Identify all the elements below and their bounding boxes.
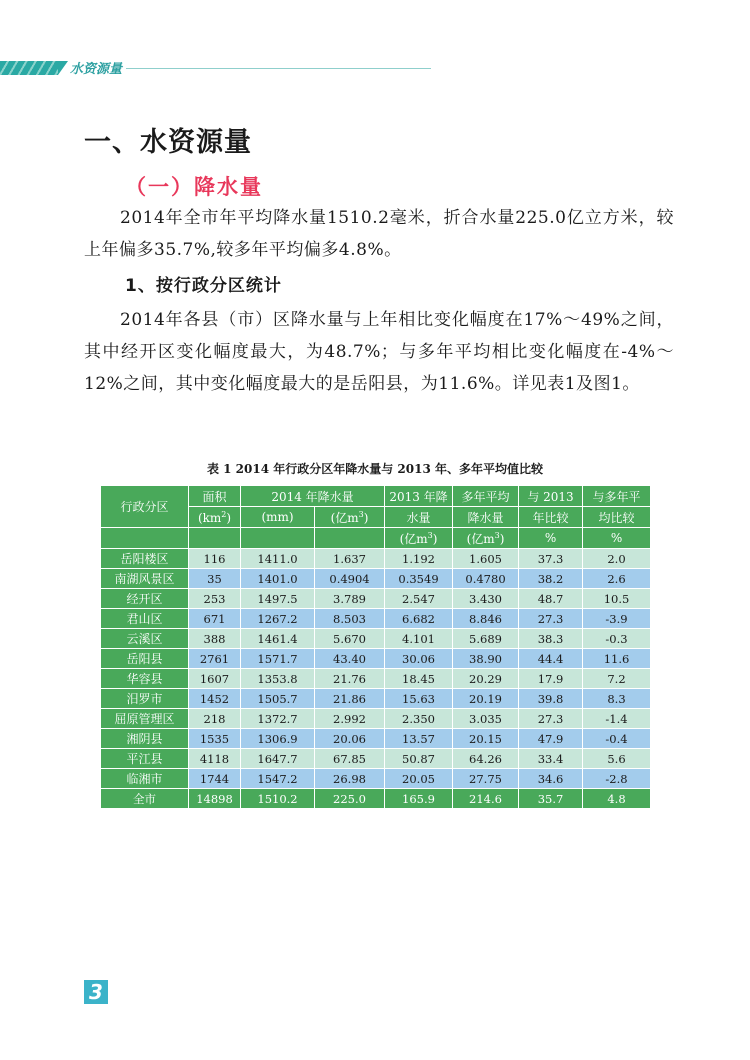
cell-vol: 5.670 <box>315 629 385 649</box>
table-row <box>101 649 651 669</box>
cell-avg: 3.430 <box>453 589 519 609</box>
cell-name: 临湘市 <box>101 769 189 789</box>
cell-avg: 8.846 <box>453 609 519 629</box>
cell-name: 华容县 <box>101 669 189 689</box>
table-row <box>101 629 651 649</box>
header-2013-line2: 水量 <box>385 507 453 528</box>
header-avg-line1: 多年平均 <box>453 486 519 507</box>
table-row <box>101 549 651 569</box>
cell-area: 1744 <box>189 769 241 789</box>
cell-mm: 1411.0 <box>241 549 315 569</box>
cell-mm: 1461.4 <box>241 629 315 649</box>
table-row <box>101 589 651 609</box>
table-row <box>101 769 651 789</box>
cell-area: 253 <box>189 589 241 609</box>
cell-name: 南湖风景区 <box>101 569 189 589</box>
cell-area: 4118 <box>189 749 241 769</box>
cell-c2013: 38.3 <box>519 629 583 649</box>
cell-name: 屈原管理区 <box>101 709 189 729</box>
cell-mm: 1571.7 <box>241 649 315 669</box>
cell-mm: 1401.0 <box>241 569 315 589</box>
table-row <box>101 569 651 589</box>
cell-vol: 2.992 <box>315 709 385 729</box>
cell-area: 1452 <box>189 689 241 709</box>
cell-vol: 21.76 <box>315 669 385 689</box>
cell-avg: 1.605 <box>453 549 519 569</box>
header-precip-2014: 2014 年降水量 <box>241 486 385 507</box>
header-cmpavg-line2: 均比较 <box>583 507 651 528</box>
table-row <box>101 749 651 769</box>
table-row <box>101 609 651 629</box>
cell-area: 1607 <box>189 669 241 689</box>
cell-area: 218 <box>189 709 241 729</box>
table-caption: 表 1 2014 年行政分区年降水量与 2013 年、多年平均值比较 <box>206 462 544 476</box>
total-mm: 1510.2 <box>241 789 315 809</box>
unit-area: $(km^2)$ <box>189 507 241 528</box>
cell-vol2013: 50.87 <box>385 749 453 769</box>
unit-mm: (mm) <box>241 507 315 528</box>
header-2013-line1: 2013 年降 <box>385 486 453 507</box>
table-row <box>101 709 651 729</box>
cell-vol2013: 0.3549 <box>385 569 453 589</box>
cell-c2013: 48.7 <box>519 589 583 609</box>
header-cmp2013-line2: 年比较 <box>519 507 583 528</box>
cell-vol2013: 30.06 <box>385 649 453 669</box>
cell-name: 湘阴县 <box>101 729 189 749</box>
cell-avg: 27.75 <box>453 769 519 789</box>
unit-pct-2013: % <box>519 528 583 549</box>
cell-cavg: 2.6 <box>583 569 651 589</box>
cell-vol: 43.40 <box>315 649 385 669</box>
cell-vol2013: 1.192 <box>385 549 453 569</box>
cell-vol: 3.789 <box>315 589 385 609</box>
cell-cavg: -0.4 <box>583 729 651 749</box>
cell-name: 经开区 <box>101 589 189 609</box>
cell-cavg: 10.5 <box>583 589 651 609</box>
cell-name: 平江县 <box>101 749 189 769</box>
paragraph-region <box>84 304 674 400</box>
cell-vol2013: 2.350 <box>385 709 453 729</box>
cell-cavg: 11.6 <box>583 649 651 669</box>
cell-name: 云溪区 <box>101 629 189 649</box>
unit-vol-avg: (亿$m^3$) <box>453 528 519 549</box>
cell-c2013: 17.9 <box>519 669 583 689</box>
header-area: 面积 <box>189 486 241 507</box>
running-header <box>0 56 750 80</box>
table-row <box>101 689 651 709</box>
cell-mm: 1306.9 <box>241 729 315 749</box>
cell-vol: 20.06 <box>315 729 385 749</box>
page-number: 3 <box>84 980 108 1004</box>
subsection-title: 1、按行政分区统计 <box>125 276 282 296</box>
cell-vol: 67.85 <box>315 749 385 769</box>
table-total-row <box>101 789 651 809</box>
cell-avg: 5.689 <box>453 629 519 649</box>
table-body <box>101 549 651 809</box>
cell-cavg: 2.0 <box>583 549 651 569</box>
unit-spacer-2 <box>241 528 315 549</box>
header-region: 行政分区 <box>101 486 189 528</box>
cell-c2013: 34.6 <box>519 769 583 789</box>
cell-avg: 0.4780 <box>453 569 519 589</box>
cell-name: 岳阳县 <box>101 649 189 669</box>
section-title: （一）降水量 <box>125 175 263 199</box>
cell-avg: 20.19 <box>453 689 519 709</box>
cell-cavg: 8.3 <box>583 689 651 709</box>
cell-vol2013: 2.547 <box>385 589 453 609</box>
chapter-title: 一、水资源量 <box>84 127 252 158</box>
cell-mm: 1353.8 <box>241 669 315 689</box>
paragraph-summary <box>84 202 674 266</box>
unit-area-2 <box>189 528 241 549</box>
cell-mm: 1547.2 <box>241 769 315 789</box>
cell-mm: 1497.5 <box>241 589 315 609</box>
cell-c2013: 39.8 <box>519 689 583 709</box>
cell-area: 2761 <box>189 649 241 669</box>
cell-vol: 0.4904 <box>315 569 385 589</box>
cell-vol2013: 13.57 <box>385 729 453 749</box>
cell-cavg: -0.3 <box>583 629 651 649</box>
precipitation-table <box>100 485 651 809</box>
cell-c2013: 37.3 <box>519 549 583 569</box>
total-c2013: 35.7 <box>519 789 583 809</box>
header-section-title: 水资源量 <box>70 62 123 77</box>
cell-cavg: -3.9 <box>583 609 651 629</box>
cell-area: 116 <box>189 549 241 569</box>
cell-name: 岳阳楼区 <box>101 549 189 569</box>
cell-vol2013: 15.63 <box>385 689 453 709</box>
total-vol: 225.0 <box>315 789 385 809</box>
cell-avg: 3.035 <box>453 709 519 729</box>
cell-area: 388 <box>189 629 241 649</box>
header-cmpavg-line1: 与多年平 <box>583 486 651 507</box>
cell-cavg: -2.8 <box>583 769 651 789</box>
cell-c2013: 33.4 <box>519 749 583 769</box>
cell-vol: 8.503 <box>315 609 385 629</box>
header-cmp2013-line1: 与 2013 <box>519 486 583 507</box>
unit-vol-2013: (亿$m^3$) <box>385 528 453 549</box>
cell-c2013: 44.4 <box>519 649 583 669</box>
total-name: 全市 <box>101 789 189 809</box>
cell-vol: 1.637 <box>315 549 385 569</box>
cell-vol2013: 20.05 <box>385 769 453 789</box>
cell-area: 35 <box>189 569 241 589</box>
cell-c2013: 27.3 <box>519 709 583 729</box>
cell-cavg: 5.6 <box>583 749 651 769</box>
total-vol2013: 165.9 <box>385 789 453 809</box>
unit-pct-avg: % <box>583 528 651 549</box>
cell-vol: 26.98 <box>315 769 385 789</box>
cell-avg: 38.90 <box>453 649 519 669</box>
cell-mm: 1505.7 <box>241 689 315 709</box>
cell-avg: 20.29 <box>453 669 519 689</box>
cell-mm: 1267.2 <box>241 609 315 629</box>
cell-avg: 64.26 <box>453 749 519 769</box>
total-area: 14898 <box>189 789 241 809</box>
cell-vol2013: 6.682 <box>385 609 453 629</box>
header-rule <box>126 68 431 69</box>
cell-c2013: 47.9 <box>519 729 583 749</box>
header-avg-line2: 降水量 <box>453 507 519 528</box>
cell-cavg: 7.2 <box>583 669 651 689</box>
cell-c2013: 27.3 <box>519 609 583 629</box>
paragraph-summary-text: 2014年全市年平均降水量1510.2毫米，折合水量225.0亿立方米，较上年偏多35.7%,较多年平均偏多4.8%。 <box>84 208 674 260</box>
cell-area: 1535 <box>189 729 241 749</box>
header-decoration <box>0 61 58 75</box>
cell-vol2013: 4.101 <box>385 629 453 649</box>
cell-name: 汨罗市 <box>101 689 189 709</box>
cell-avg: 20.15 <box>453 729 519 749</box>
cell-mm: 1647.7 <box>241 749 315 769</box>
cell-mm: 1372.7 <box>241 709 315 729</box>
unit-spacer-3 <box>315 528 385 549</box>
cell-name: 君山区 <box>101 609 189 629</box>
table-row <box>101 669 651 689</box>
unit-vol-2014: (亿$m^3$) <box>315 507 385 528</box>
cell-cavg: -1.4 <box>583 709 651 729</box>
unit-spacer <box>101 528 189 549</box>
table-row <box>101 729 651 749</box>
cell-area: 671 <box>189 609 241 629</box>
paragraph-region-text: 2014年各县（市）区降水量与上年相比变化幅度在17%～49%之间，其中经开区变化幅度最大，为48.7%；与多年平均相比变化幅度在-4%～12%之间，其中变化幅度最大的是岳阳县，为11.6%。详见表1及图1。 <box>84 310 674 394</box>
cell-c2013: 38.2 <box>519 569 583 589</box>
total-avg: 214.6 <box>453 789 519 809</box>
cell-vol2013: 18.45 <box>385 669 453 689</box>
cell-vol: 21.86 <box>315 689 385 709</box>
total-cavg: 4.8 <box>583 789 651 809</box>
